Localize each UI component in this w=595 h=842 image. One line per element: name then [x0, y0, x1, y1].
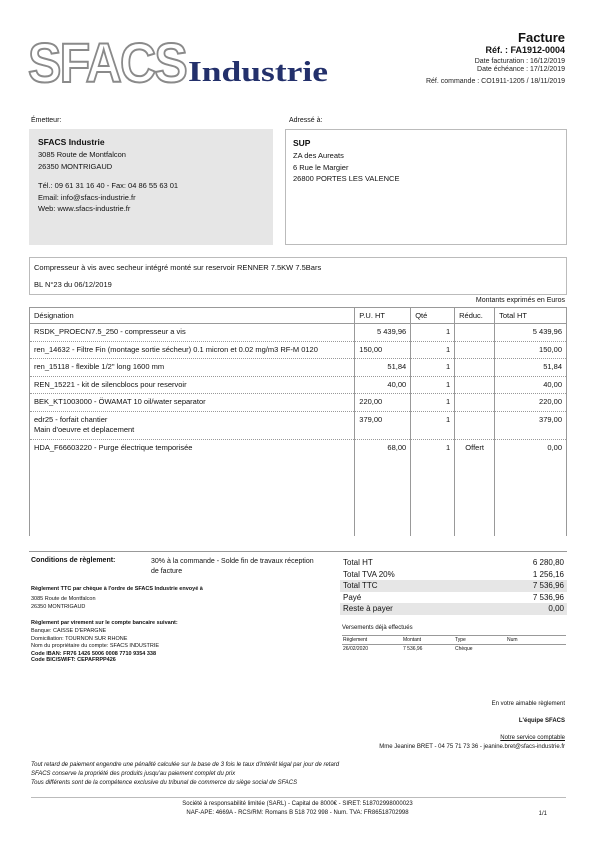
row-qte: 1	[411, 439, 455, 536]
description-line1: Compresseur à vis avec secheur intégré monté sur reservoir RENNER 7.5KW 7.5Bars	[34, 263, 322, 272]
description-line2: BL N°23 du 06/12/2019	[34, 280, 112, 289]
date-facturation: Date facturation : 16/12/2019	[474, 58, 565, 65]
conditions-label: Conditions de règlement:	[31, 557, 116, 564]
row-qte: 1	[411, 324, 455, 342]
cheque-title: Règlement TTC par chèque à l'ordre de SFACS Industrie envoyé à	[31, 586, 203, 592]
table-row	[30, 439, 567, 536]
total-value: 7 536,96	[478, 580, 567, 592]
versements-header-row	[342, 636, 566, 645]
total-row	[340, 592, 567, 604]
row-qte: 1	[411, 359, 455, 377]
destinataire-address2: 6 Rue le Margier	[293, 162, 349, 172]
total-row	[340, 557, 567, 569]
emetteur-name: SFACS Industrie	[38, 137, 105, 147]
row-reduc	[455, 376, 495, 394]
col-pu: P.U. HT	[355, 308, 411, 324]
total-row	[340, 603, 567, 615]
logo-text: SFACS	[28, 32, 187, 90]
total-label: Total TTC	[340, 580, 478, 592]
total-value: 7 536,96	[532, 592, 564, 602]
versements-cell: Chèque	[455, 646, 473, 652]
emetteur-label: Émetteur:	[31, 117, 62, 124]
versements-title: Versements déjà effectués	[342, 625, 413, 631]
row-reduc	[455, 324, 495, 342]
emetteur-address2: 26350 MONTRIGAUD	[38, 161, 113, 171]
row-reduc	[455, 359, 495, 377]
versements-col: Montant	[402, 636, 454, 645]
versements-col: Règlement	[342, 636, 402, 645]
versements-col: Type	[454, 636, 506, 645]
bic: Code BIC/SWIFT: CEPAFRPP426	[31, 656, 116, 663]
footer-line1: Société à responsabilité limitée (SARL) - Capital de 8000€ - SIRET: 518702998000023	[182, 801, 413, 807]
table-row	[30, 324, 567, 342]
total-row	[340, 569, 567, 581]
table-row	[30, 394, 567, 412]
row-pu: 379,00	[355, 411, 411, 439]
emetteur-tel: Tél.: 09 61 31 16 40 - Fax: 04 86 55 63 01	[38, 181, 179, 190]
total-value: 0,00	[478, 603, 567, 615]
row-qte: 1	[411, 411, 455, 439]
table-header-row	[30, 308, 567, 324]
row-pu: 150,00	[355, 341, 411, 359]
versements-cell: 7 536,96	[403, 646, 423, 652]
total-row	[340, 580, 567, 592]
totals-table	[340, 557, 567, 615]
table-row	[30, 359, 567, 377]
versements-cell	[506, 645, 566, 654]
total-value: 1 256,16	[532, 569, 564, 579]
row-total: 5 439,96	[495, 324, 567, 342]
col-reduc: Réduc.	[455, 308, 495, 324]
table-row	[30, 341, 567, 359]
row-designation: RSDK_PROECN7.5_250 - compresseur a vis	[30, 324, 355, 342]
row-reduc: Offert	[455, 439, 495, 536]
row-designation: HDA_F66603220 - Purge électrique temporisée	[30, 439, 355, 536]
emetteur-address1: 3085 Route de Montfalcon	[38, 150, 126, 159]
signature-line1: En votre aimable règlement	[491, 701, 565, 707]
row-reduc	[455, 341, 495, 359]
row-pu: 68,00	[355, 439, 411, 536]
col-qte: Qté	[411, 308, 455, 324]
page-number: 1/1	[538, 811, 547, 817]
sfacs-logo	[28, 32, 328, 90]
currency-note: Montants exprimés en Euros	[475, 297, 565, 304]
row-qte: 1	[411, 341, 455, 359]
conditions-text: 30% à la commande - Solde fin de travaux réception de facture	[151, 558, 314, 575]
row-pu: 5 439,96	[355, 324, 411, 342]
signature-line3: Notre service comptable	[500, 735, 565, 741]
total-label: Payé	[343, 592, 362, 602]
date-echeance: Date échéance : 17/12/2019	[477, 66, 565, 73]
emetteur-box	[29, 129, 273, 245]
table-bottom-line	[29, 551, 567, 552]
table-row	[30, 411, 567, 439]
row-reduc	[455, 411, 495, 439]
signature-line2: L'équipe SFACS	[518, 718, 565, 724]
iban: Code IBAN: FR76 1426 5006 0008 7710 9354 338	[31, 650, 157, 657]
row-qte: 1	[411, 394, 455, 412]
row-reduc	[455, 394, 495, 412]
destinataire-address1: ZA des Aureats	[293, 151, 344, 160]
versements-row	[342, 645, 566, 654]
row-designation: BEK_KT1003000 - ÖWAMAT 10 oil/water separator	[30, 394, 355, 412]
domiciliation: Domiciliation: TOURNON SUR RHONE	[31, 635, 128, 642]
row-pu: 40,00	[355, 376, 411, 394]
items-table	[29, 307, 567, 536]
total-label: Reste à payer	[340, 603, 478, 615]
payment-info	[31, 586, 331, 663]
total-value: 6 280,80	[532, 558, 564, 568]
legal-line1: Tout retard de paiement engendre une pénalité calculée sur la base de 3 fois le taux d'intérêt légal par jour de retard	[31, 762, 340, 768]
row-total: 40,00	[495, 376, 567, 394]
banque: Banque: CAISSE D'EPARGNE	[31, 628, 107, 634]
description-box	[29, 257, 567, 295]
row-designation-detail: Main d'oeuvre et deplacement	[34, 425, 135, 434]
destinataire-label: Adressé à:	[289, 117, 323, 124]
emetteur-email: Email: info@sfacs-industrie.fr	[38, 192, 136, 202]
destinataire-address3: 26800 PORTES LES VALENCE	[293, 174, 400, 183]
row-total: 150,00	[495, 341, 567, 359]
cheque-address2: 26350 MONTRIGAUD	[31, 603, 86, 610]
row-designation: ren_14632 - Filtre Fin (montage sortie sécheur) 0.1 micron et 0.02 mg/m3 RF-M 0120	[30, 341, 355, 359]
proprietaire: Nom du propriétaire du compte: SFACS INDUSTRIE	[31, 643, 160, 649]
col-total: Total HT	[495, 308, 567, 324]
virement-title: Règlement par virement sur le compte bancaire suivant:	[31, 620, 178, 626]
row-designation-cell	[30, 411, 355, 439]
col-designation: Désignation	[30, 308, 355, 324]
row-pu: 220,00	[355, 394, 411, 412]
invoice-title: Facture	[518, 30, 565, 45]
versements-col: Num	[506, 636, 566, 645]
row-total: 220,00	[495, 394, 567, 412]
legal-line2: SFACS conserve la propriété des produits jusqu'au paiement complet du prix	[31, 771, 236, 777]
ref-commande: Réf. commande : CO1911-1205 / 18/11/2019	[425, 78, 565, 85]
table-row	[30, 376, 567, 394]
row-total: 379,00	[495, 411, 567, 439]
row-total: 0,00	[495, 439, 567, 536]
signature-line4: Mme Jeanine BRET - 04 75 71 73 36 - jeanine.bret@sfacs-industrie.fr	[379, 744, 565, 750]
footer-line2: NAF-APE: 4669A - RCS/RM: Romans B 518 702 998 - Num. TVA: FR86518702998	[186, 810, 409, 816]
emetteur-web: Web: www.sfacs-industrie.fr	[38, 204, 131, 213]
row-qte: 1	[411, 376, 455, 394]
total-label: Total HT	[343, 558, 373, 568]
logo-subtext: Industrie	[188, 57, 328, 88]
row-pu: 51,84	[355, 359, 411, 377]
row-total: 51,84	[495, 359, 567, 377]
footer-divider	[31, 797, 566, 798]
legal-line3: Tous différents sont de la compétence exclusive du tribunal de commerce du siège social de SFACS	[31, 780, 298, 786]
versements-table	[342, 635, 566, 653]
row-designation: edr25 - forfait chantier	[34, 414, 108, 424]
destinataire-box	[285, 129, 567, 245]
cheque-address1: 3085 Route de Montfalcon	[31, 596, 96, 602]
total-label: Total TVA 20%	[343, 569, 395, 579]
invoice-ref: Réf. : FA1912-0004	[485, 45, 565, 55]
versements-cell: 26/02/2020	[343, 646, 369, 652]
row-designation: REN_15221 - kit de silencblocs pour reservoir	[30, 376, 355, 394]
destinataire-name: SUP	[293, 138, 311, 148]
row-designation: ren_15118 - flexible 1/2" long 1600 mm	[30, 359, 355, 377]
